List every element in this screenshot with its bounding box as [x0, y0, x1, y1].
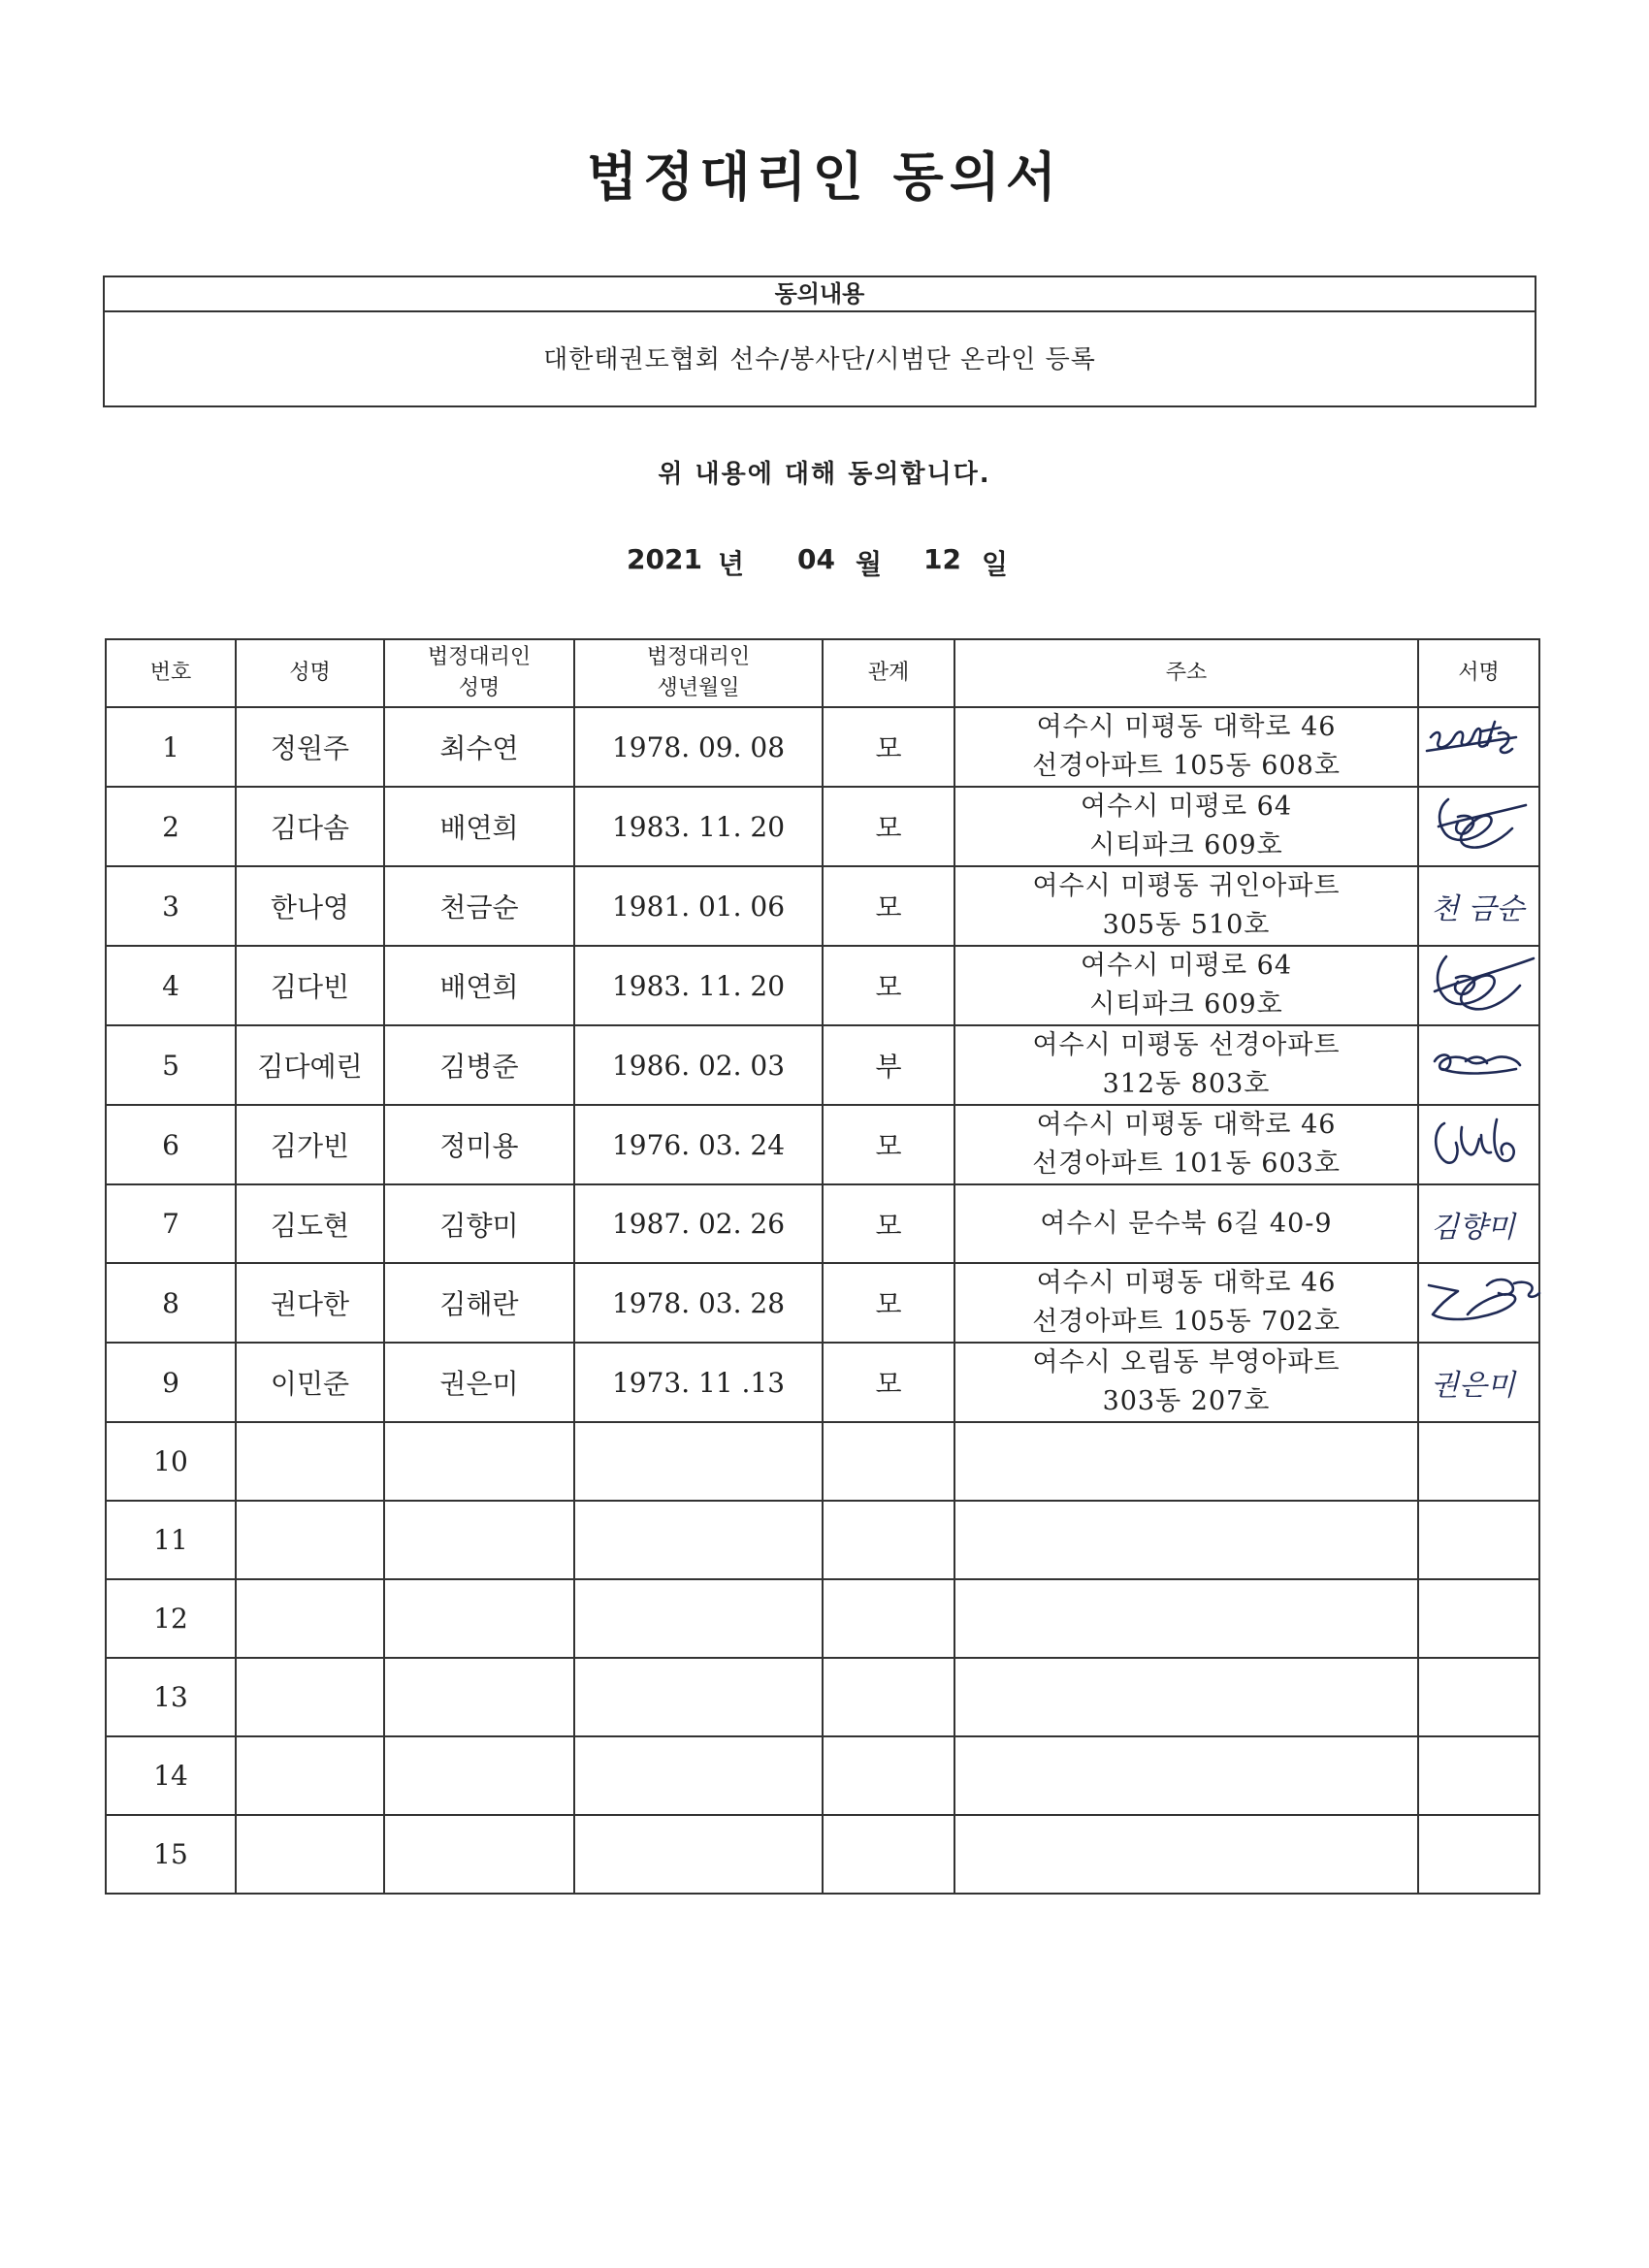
cell-address: [954, 707, 1418, 787]
cell-no: 14: [106, 1736, 236, 1815]
cell-no: 6: [106, 1105, 236, 1184]
cell-guardian-birth: 1983. 11. 20: [574, 946, 823, 1025]
cell-relation: [823, 1815, 954, 1894]
handwritten-signature: [1419, 788, 1540, 864]
table-row: [106, 1184, 1539, 1263]
handwritten-signature: [1419, 947, 1540, 1023]
cell-guardian-name: [384, 1579, 574, 1658]
cell-relation: [823, 1658, 954, 1736]
table-row: [106, 1105, 1539, 1184]
date-day-unit: 일: [982, 548, 1009, 580]
cell-name: 정원주: [236, 707, 384, 787]
cell-signature: [1418, 1184, 1539, 1263]
cell-name: 김가빈: [236, 1105, 384, 1184]
table-row: [106, 1025, 1539, 1105]
cell-name: [236, 1658, 384, 1736]
cell-guardian-birth: [574, 1736, 823, 1815]
cell-signature: [1418, 707, 1539, 787]
header-guardian-birth-line1: 법정대리인: [646, 645, 751, 669]
cell-address: [954, 1658, 1418, 1736]
cell-relation: 부: [823, 1025, 954, 1105]
cell-guardian-name: 정미용: [384, 1105, 574, 1184]
address-line1: 여수시 미평동 대학로 46: [1036, 1110, 1337, 1140]
cell-guardian-name: [384, 1815, 574, 1894]
cell-signature: [1418, 1501, 1539, 1579]
cell-guardian-name: 최수연: [384, 707, 574, 787]
table-header-row: [106, 639, 1539, 707]
cell-guardian-birth: [574, 1501, 823, 1579]
table-row: [106, 707, 1539, 787]
agreement-statement: 위 내용에 대해 동의합니다.: [658, 460, 991, 489]
address-line2: 시티파크 609호: [1089, 989, 1283, 1020]
handwritten-signature: [1419, 1106, 1540, 1183]
cell-name: 권다한: [236, 1263, 384, 1343]
date-year: 2021: [627, 543, 702, 575]
address-line1: 여수시 문수북 6길 40-9: [1040, 1208, 1333, 1239]
cell-guardian-birth: 1981. 01. 06: [574, 866, 823, 946]
cell-address: [954, 946, 1418, 1025]
guardian-table: [105, 638, 1540, 1895]
header-name: 성명: [236, 639, 384, 707]
date-month-unit: 월: [856, 548, 883, 580]
consent-box: [103, 275, 1536, 407]
header-signature: 서명: [1418, 639, 1539, 707]
handwritten-signature-text: 권은미: [1431, 1369, 1515, 1403]
address-line1: 여수시 미평동 대학로 46: [1036, 712, 1337, 742]
cell-guardian-name: 권은미: [384, 1343, 574, 1422]
cell-name: [236, 1422, 384, 1501]
address-line2: 선경아파트 101동 603호: [1032, 1149, 1341, 1179]
cell-guardian-birth: [574, 1815, 823, 1894]
consent-body: 대한태권도협회 선수/봉사단/시범단 온라인 등록: [543, 345, 1096, 374]
cell-no: 2: [106, 787, 236, 866]
cell-guardian-birth: 1986. 02. 03: [574, 1025, 823, 1105]
address-line1: 여수시 미평동 귀인아파트: [1032, 871, 1341, 901]
cell-relation: 모: [823, 866, 954, 946]
cell-relation: 모: [823, 1343, 954, 1422]
cell-guardian-name: 천금순: [384, 866, 574, 946]
cell-guardian-name: 김향미: [384, 1184, 574, 1263]
cell-address: [954, 787, 1418, 866]
header-relation: 관계: [823, 639, 954, 707]
cell-address: [954, 1736, 1418, 1815]
cell-no: 11: [106, 1501, 236, 1579]
cell-signature: [1418, 1343, 1539, 1422]
table-row: [106, 1263, 1539, 1343]
cell-relation: [823, 1422, 954, 1501]
cell-address: [954, 866, 1418, 946]
cell-address: [954, 1579, 1418, 1658]
table-row: [106, 1658, 1539, 1736]
cell-address: [954, 1105, 1418, 1184]
date-month: 04: [797, 543, 835, 575]
cell-guardian-birth: 1983. 11. 20: [574, 787, 823, 866]
cell-address: [954, 1501, 1418, 1579]
header-guardian-name-line2: 성명: [458, 676, 501, 700]
cell-address: [954, 1184, 1418, 1263]
cell-guardian-name: 김병준: [384, 1025, 574, 1105]
cell-signature: [1418, 1658, 1539, 1736]
header-no: 번호: [106, 639, 236, 707]
cell-signature: [1418, 1579, 1539, 1658]
cell-guardian-birth: 1978. 09. 08: [574, 707, 823, 787]
document-title: 법정대리인 동의서: [586, 146, 1063, 208]
date-year-unit: 년: [718, 548, 745, 580]
handwritten-signature-text: 천 금순: [1431, 892, 1525, 926]
table-row: [106, 1501, 1539, 1579]
cell-no: 12: [106, 1579, 236, 1658]
cell-name: [236, 1815, 384, 1894]
cell-signature: [1418, 1815, 1539, 1894]
handwritten-signature-text: 김향미: [1431, 1211, 1515, 1245]
cell-address: [954, 1343, 1418, 1422]
cell-guardian-birth: 1978. 03. 28: [574, 1263, 823, 1343]
cell-guardian-name: 배연희: [384, 787, 574, 866]
handwritten-signature: [1419, 708, 1540, 785]
date-day: 12: [923, 543, 961, 575]
cell-no: 1: [106, 707, 236, 787]
cell-guardian-birth: 1973. 11 .13: [574, 1343, 823, 1422]
cell-name: 한나영: [236, 866, 384, 946]
cell-no: 13: [106, 1658, 236, 1736]
address-line2: 305동 510호: [1102, 910, 1271, 940]
cell-relation: 모: [823, 1105, 954, 1184]
header-guardian-name: [384, 639, 574, 707]
cell-no: 15: [106, 1815, 236, 1894]
cell-guardian-name: 배연희: [384, 946, 574, 1025]
address-line2: 선경아파트 105동 702호: [1032, 1307, 1341, 1337]
cell-relation: 모: [823, 707, 954, 787]
cell-name: [236, 1501, 384, 1579]
cell-guardian-birth: [574, 1422, 823, 1501]
address-line1: 여수시 미평동 대학로 46: [1036, 1268, 1337, 1298]
table-row: [106, 946, 1539, 1025]
cell-signature: [1418, 1736, 1539, 1815]
cell-relation: 모: [823, 946, 954, 1025]
handwritten-signature: [1419, 1026, 1540, 1103]
cell-guardian-name: [384, 1736, 574, 1815]
cell-relation: [823, 1736, 954, 1815]
header-address: 주소: [954, 639, 1418, 707]
cell-signature: [1418, 1422, 1539, 1501]
cell-guardian-birth: [574, 1658, 823, 1736]
header-guardian-birth: [574, 639, 823, 707]
table-row: [106, 1422, 1539, 1501]
cell-name: 이민준: [236, 1343, 384, 1422]
date-line: [0, 543, 1649, 582]
cell-address: [954, 1815, 1418, 1894]
cell-signature: [1418, 1025, 1539, 1105]
cell-guardian-birth: 1976. 03. 24: [574, 1105, 823, 1184]
table-row: [106, 1343, 1539, 1422]
address-line2: 312동 803호: [1102, 1069, 1271, 1099]
table-row: [106, 1736, 1539, 1815]
cell-no: 8: [106, 1263, 236, 1343]
address-line2: 303동 207호: [1102, 1386, 1271, 1416]
cell-guardian-birth: 1987. 02. 26: [574, 1184, 823, 1263]
cell-relation: [823, 1501, 954, 1579]
cell-guardian-birth: [574, 1579, 823, 1658]
cell-name: [236, 1736, 384, 1815]
header-guardian-birth-line2: 생년월일: [657, 676, 740, 700]
cell-no: 4: [106, 946, 236, 1025]
address-line2: 선경아파트 105동 608호: [1032, 751, 1341, 781]
cell-name: 김다솜: [236, 787, 384, 866]
cell-address: [954, 1263, 1418, 1343]
table-row: [106, 1815, 1539, 1894]
handwritten-signature: [1419, 1264, 1540, 1341]
cell-no: 10: [106, 1422, 236, 1501]
cell-relation: [823, 1579, 954, 1658]
consent-header: 동의내용: [105, 277, 1535, 312]
cell-relation: 모: [823, 1263, 954, 1343]
cell-name: [236, 1579, 384, 1658]
cell-signature: [1418, 1263, 1539, 1343]
table-row: [106, 1579, 1539, 1658]
header-guardian-name-line1: 법정대리인: [427, 645, 532, 669]
cell-signature: [1418, 787, 1539, 866]
cell-guardian-name: [384, 1422, 574, 1501]
cell-name: 김다예린: [236, 1025, 384, 1105]
cell-name: 김다빈: [236, 946, 384, 1025]
cell-no: 5: [106, 1025, 236, 1105]
table-row: [106, 787, 1539, 866]
cell-guardian-name: [384, 1501, 574, 1579]
cell-no: 7: [106, 1184, 236, 1263]
address-line1: 여수시 미평로 64: [1080, 951, 1292, 981]
cell-no: 3: [106, 866, 236, 946]
cell-signature: [1418, 946, 1539, 1025]
cell-relation: 모: [823, 1184, 954, 1263]
address-line1: 여수시 오림동 부영아파트: [1032, 1347, 1341, 1377]
cell-signature: [1418, 866, 1539, 946]
cell-address: [954, 1025, 1418, 1105]
address-line1: 여수시 미평로 64: [1080, 792, 1292, 822]
cell-guardian-name: [384, 1658, 574, 1736]
table-row: [106, 866, 1539, 946]
cell-name: 김도현: [236, 1184, 384, 1263]
cell-signature: [1418, 1105, 1539, 1184]
address-line1: 여수시 미평동 선경아파트: [1032, 1030, 1341, 1060]
cell-no: 9: [106, 1343, 236, 1422]
address-line2: 시티파크 609호: [1089, 830, 1283, 860]
cell-address: [954, 1422, 1418, 1501]
cell-guardian-name: 김해란: [384, 1263, 574, 1343]
cell-relation: 모: [823, 787, 954, 866]
